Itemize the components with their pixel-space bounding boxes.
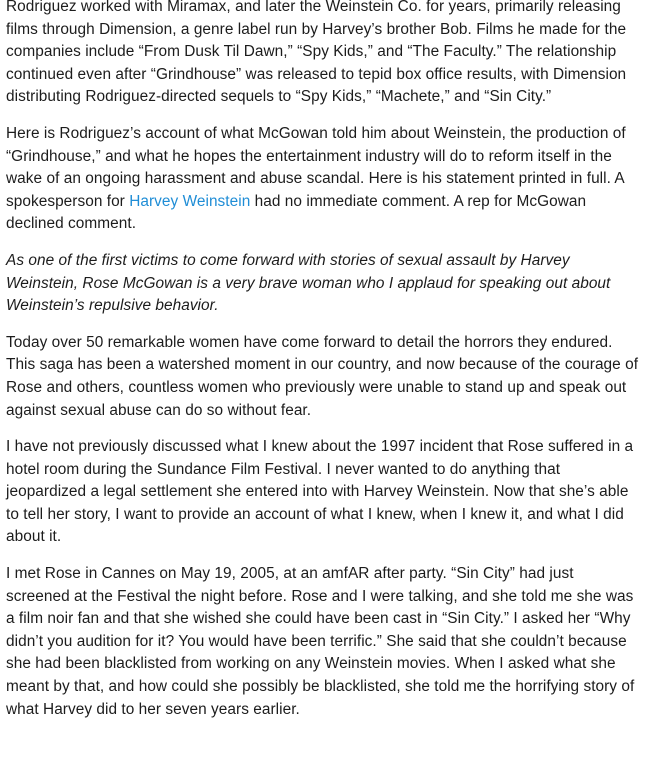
harvey-weinstein-link[interactable]: Harvey Weinstein xyxy=(129,192,251,210)
paragraph-women-forward: Today over 50 remarkable women have come forward to detail the horrors they endured. This saga has been a watershed moment in our country, and now because of the courage of Rose and others, countless women who previously were unable to stand up and speak out against sexual abuse can do so without fear. xyxy=(6,333,639,419)
paragraph-rodriguez-miramax: Rodriguez worked with Miramax, and later the Weinstein Co. for years, primarily releasing films through Dimension, a genre label run by Harvey’s brother Bob. Films he made for the companies include “From Dusk Til Dawn,” “Spy Kids,” and “The Faculty.” The relationship continued even after “Grindhouse” was released to tepid box office results, with Dimension distributing Rodriguez-directed sequels to “Spy Kids,” “Machete,” and “Sin City.” xyxy=(6,0,627,106)
paragraph-1997-incident: I have not previously discussed what I knew about the 1997 incident that Rose suffered in a hotel room during the Sundance Film Festival. I never wanted to do anything that jeopardized a legal settlement she entered into with Harvey Weinstein. Now that she’s able to tell her story, I want to provide an account of what I knew, when I knew it, and what I did about it. xyxy=(6,438,634,546)
paragraph-cannes-meeting: I met Rose in Cannes on May 19, 2005, at an amfAR after party. “Sin City” had just screened at the Festival the night before. Rose and I were talking, and she told me she was a film noir fan and that she wished she could have been cast in “Sin City.” I asked her “Why didn’t you audition for it? You would have been terrific.” She said that she couldn’t because she had been blacklisted from working on any Weinstein movies. When I asked what she meant by that, and how could she possibly be blacklisted, she told me the horrifying story of what Harvey did to her seven years earlier. xyxy=(6,565,635,718)
paragraph-text-after-link: had no immediate comment. A rep for McGowan declined comment. xyxy=(6,192,587,233)
paragraph-text-before-link: Here is Rodriguez’s account of what McGowan told him about Weinstein, the production of “Grindhouse,” and what he hopes the entertainment industry will do to reform itself in the wake of an ongoing harassment and abuse scandal. Here is his statement printed in full. A spokesperson for xyxy=(6,124,626,210)
statement-intro-italic: As one of the first victims to come forward with stories of sexual assault by Harvey Weinstein, Rose McGowan is a very brave woman who I applaud for speaking out about Weinstein’s repulsive behavior. xyxy=(6,251,611,315)
paragraph-rodriguez-account xyxy=(6,123,641,236)
